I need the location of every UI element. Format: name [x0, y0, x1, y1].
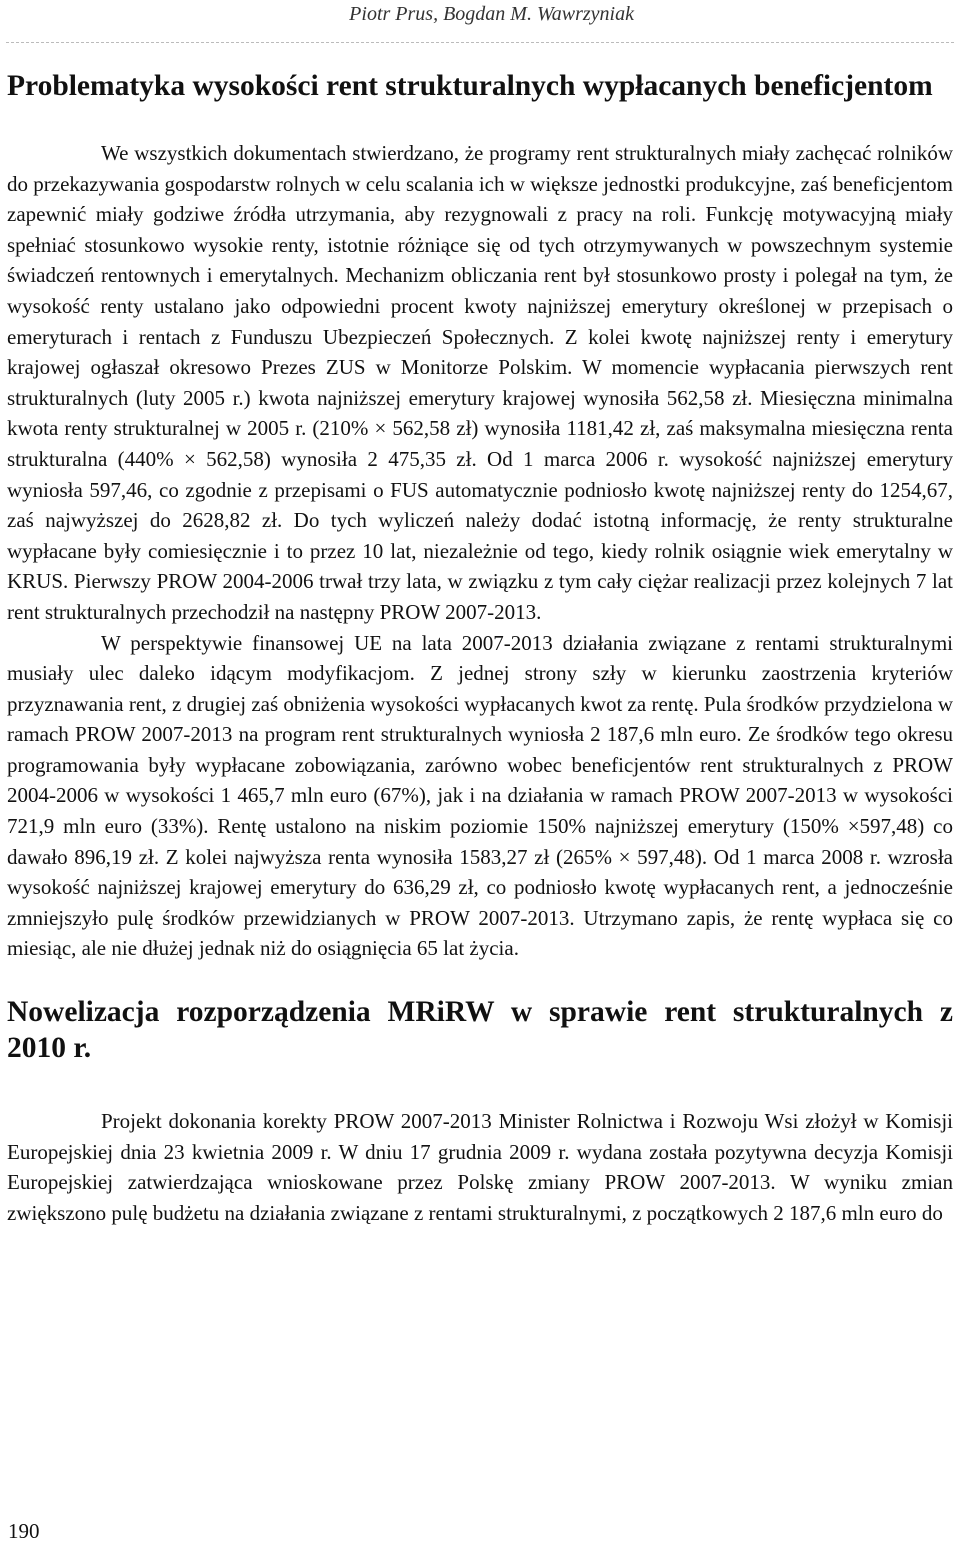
running-header: Piotr Prus, Bogdan M. Wawrzyniak [349, 3, 634, 25]
body-paragraph: W perspektywie finansowej UE na lata 2007-2013 działania związane z rentami strukturalnymi musiały ulec daleko idącym modyfikacjom. Z jednej strony szły w kierunku zaostrzenia kryteriów przyznawania rent, z drugiej zaś obniżenia wysokości wypłacanych kwot za rentę. Pula środków przydzielona w ramach PROW 2007-2013 na program rent strukturalnych wyniosła 2 187,6 mln euro. Ze środków tego okresu programowania były wypłacane zobowiązania, zarówno wobec beneficjentów rent strukturalnych z PROW 2004-2006 w wysokości 1 465,7 mln euro (67%), jak i na działania w ramach PROW 2007-2013 w wysokości 721,9 mln euro (33%). Rentę ustalono na niskim poziomie 150% najniższej emerytury (150% ×597,48) co dawało 896,19 zł. Z kolei najwyższa renta wynosiła 1583,27 zł (265% × 597,48). Od 1 marca 2008 r. wzrosła wysokość najniższej krajowej emerytury do 636,29 zł, co podniosło kwotę wypłacanych rent, a jednocześnie zmniejszyło pulę środków przewidzianych w PROW 2007-2013. Utrzymano zapis, że rentę wypłaca się co miesiąc, ale nie dłużej jednak niż do osiągnięcia 65 lat życia. [7, 630, 953, 961]
article-body [7, 68, 953, 1228]
body-paragraph: Projekt dokonania korekty PROW 2007-2013 Minister Rolnictwa i Rozwoju Wsi złożył w Komisji Europejskiej dnia 23 kwietnia 2009 r. W dniu 17 grudnia 2009 r. wydana została pozytywna decyzja Komisji Europejskiej zatwierdzająca wnioskowane przez Polskę zmiany PROW 2007-2013. W wyniku zmian zwiększono pulę budżetu na działania związane z rentami strukturalnymi, z początkowych 2 187,6 mln euro do [7, 1109, 953, 1225]
section-heading-benefit-levels: Problematyka wysokości rent strukturalnych wypłacanych beneficjentom [7, 70, 933, 102]
body-paragraph: We wszystkich dokumentach stwierdzano, że programy rent strukturalnych miały zachęcać rolników do przekazywania gospodarstw rolnych w celu scalania ich w większe jednostki produkcyjne, zaś beneficjentom zapewnić miały godziwe źródła utrzymania, aby rezygnowali z pracy na roli. Funkcję motywacyjną miały spełniać stosunkowo wysokie renty, istotnie różniące się od tych otrzymywanych w powszechnym systemie świadczeń rentownych i emerytalnych. Mechanizm obliczania rent był stosunkowo prosty i polegał na tym, że wysokość renty ustalano jako odpowiedni procent kwoty najniższej emerytury określonej w przepisach o emeryturach i rentach z Funduszu Ubezpieczeń Społecznych. Z kolei kwotę najniższej renty i emerytury krajowej ogłaszał okresowo Prezes ZUS w Monitorze Polskim. W momencie wypłacania pierwszych rent strukturalnych (luty 2005 r.) kwota najniższej emerytury krajowej wynosiła 562,58 zł. Miesięczna minimalna kwota renty strukturalnej w 2005 r. (210% × 562,58 zł) wynosiła 1181,42 zł, zaś maksymalna miesięczna renta strukturalna (440% × 562,58) wynosiła 2 475,35 zł. Od 1 marca 2006 r. wysokość najniższej emerytury wyniosła 597,46, co zgodnie z przepisami o FUS automatycznie podniosło kwotę najniższej renty do 1254,67, zaś najwyższej do 2628,82 zł. Do tych wyliczeń należy dodać istotną informację, że renty strukturalne wypłacane były comiesięcznie i to przez 10 lat, niezależnie od tego, kiedy rolnik osiągnie wiek emerytalny w KRUS. Pierwszy PROW 2004-2006 trwał trzy lata, w związku z tym cały ciężar realizacji przez kolejnych 7 lat rent strukturalnych przechodził na następny PROW 2007-2013. [7, 141, 953, 624]
section-heading-regulation-amendment: Nowelizacja rozporządzenia MRiRW w sprawie rent strukturalnych z 2010 r. [7, 996, 953, 1065]
header-divider [6, 42, 954, 43]
page-number: 190 [8, 1519, 40, 1543]
